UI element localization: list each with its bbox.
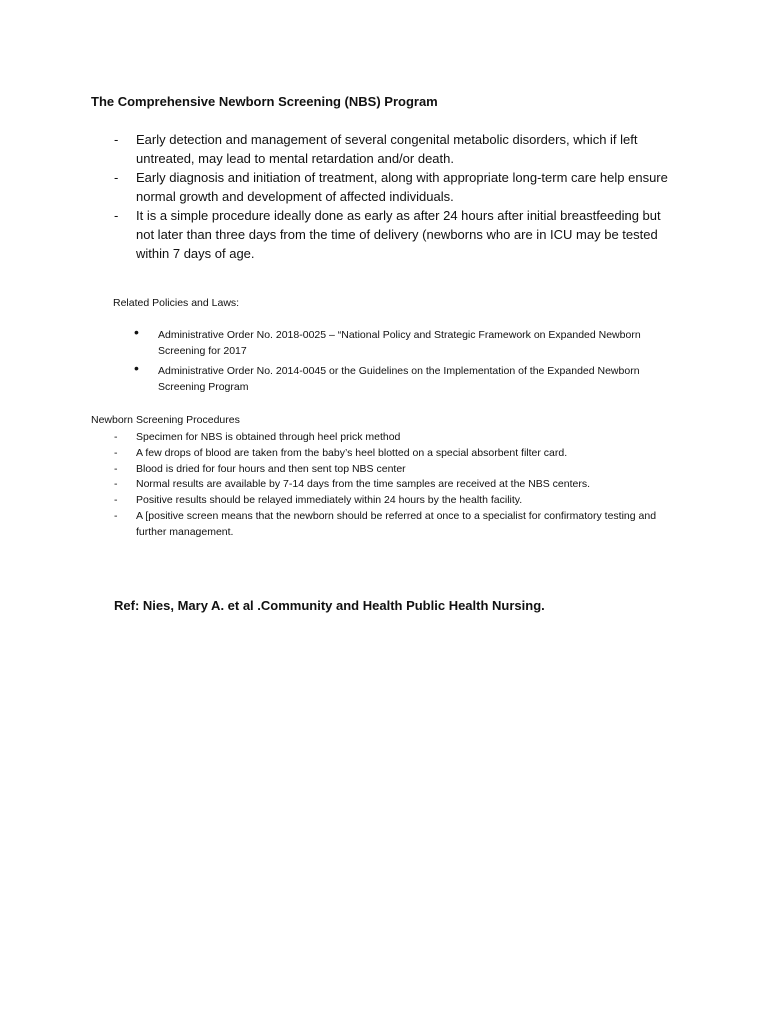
procedures-list — [114, 430, 674, 541]
main-point-text: It is a simple procedure ideally done as early as after 24 hours after initial breastfeeding but not later than three days from the time of delivery (newborns who are in ICU may be tested within 7 days of age. — [136, 208, 661, 261]
procedure-text: Specimen for NBS is obtained through heel prick method — [136, 431, 401, 443]
law-item — [130, 324, 650, 359]
procedure-item — [114, 446, 674, 462]
procedure-item — [114, 430, 674, 446]
procedure-text: Normal results are available by 7-14 days from the time samples are received at the NBS centers. — [136, 478, 591, 491]
procedure-item — [114, 477, 674, 493]
main-point-text: Early diagnosis and initiation of treatment, along with appropriate long-term care help ensure normal growth and development of affected individuals. — [136, 170, 668, 204]
main-point-text: Early detection and management of several congenital metabolic disorders, which if left untreated, may lead to mental retardation and/or death. — [136, 132, 638, 166]
main-point-item — [114, 206, 674, 263]
main-point-item — [114, 168, 674, 206]
dash-marker: - — [114, 208, 119, 223]
dash-marker: - — [114, 478, 118, 491]
procedure-item — [114, 462, 674, 478]
procedure-item — [114, 509, 674, 541]
procedure-item — [114, 493, 674, 509]
procedure-text: Blood is dried for four hours and then sent top NBS center — [136, 462, 406, 475]
law-item — [130, 360, 650, 395]
dash-marker: - — [114, 509, 118, 522]
procedures-heading: Newborn Screening Procedures — [91, 414, 240, 426]
document-title: The Comprehensive Newborn Screening (NBS) Program — [91, 94, 438, 109]
dash-marker: - — [114, 494, 118, 507]
related-policies-heading: Related Policies and Laws: — [113, 297, 240, 309]
dash-marker: - — [114, 132, 119, 147]
bullet-icon: • — [134, 360, 139, 376]
procedure-text: A [positive screen means that the newborn should be referred at once to a specialist for confirmatory testing and further management. — [136, 509, 657, 538]
dash-marker: - — [114, 446, 118, 459]
dash-marker: - — [114, 431, 118, 443]
procedure-text: Positive results should be relayed immediately within 24 hours by the health facility. — [136, 494, 523, 507]
reference-citation: Ref: Nies, Mary A. et al .Community and Health Public Health Nursing. — [114, 598, 545, 613]
law-text: Administrative Order No. 2014-0045 or the Guidelines on the Implementation of the Expanded Newborn Screening Program — [158, 365, 640, 393]
main-points-list — [114, 130, 674, 263]
laws-list — [130, 324, 650, 395]
procedure-text: A few drops of blood are taken from the baby’s heel blotted on a special absorbent filter card. — [136, 446, 568, 459]
bullet-icon: • — [134, 324, 139, 340]
law-text: Administrative Order No. 2018-0025 – “National Policy and Strategic Framework on Expanded Newborn Screening for 2017 — [158, 329, 641, 357]
dash-marker: - — [114, 462, 118, 475]
main-point-item — [114, 130, 674, 168]
dash-marker: - — [114, 170, 119, 185]
